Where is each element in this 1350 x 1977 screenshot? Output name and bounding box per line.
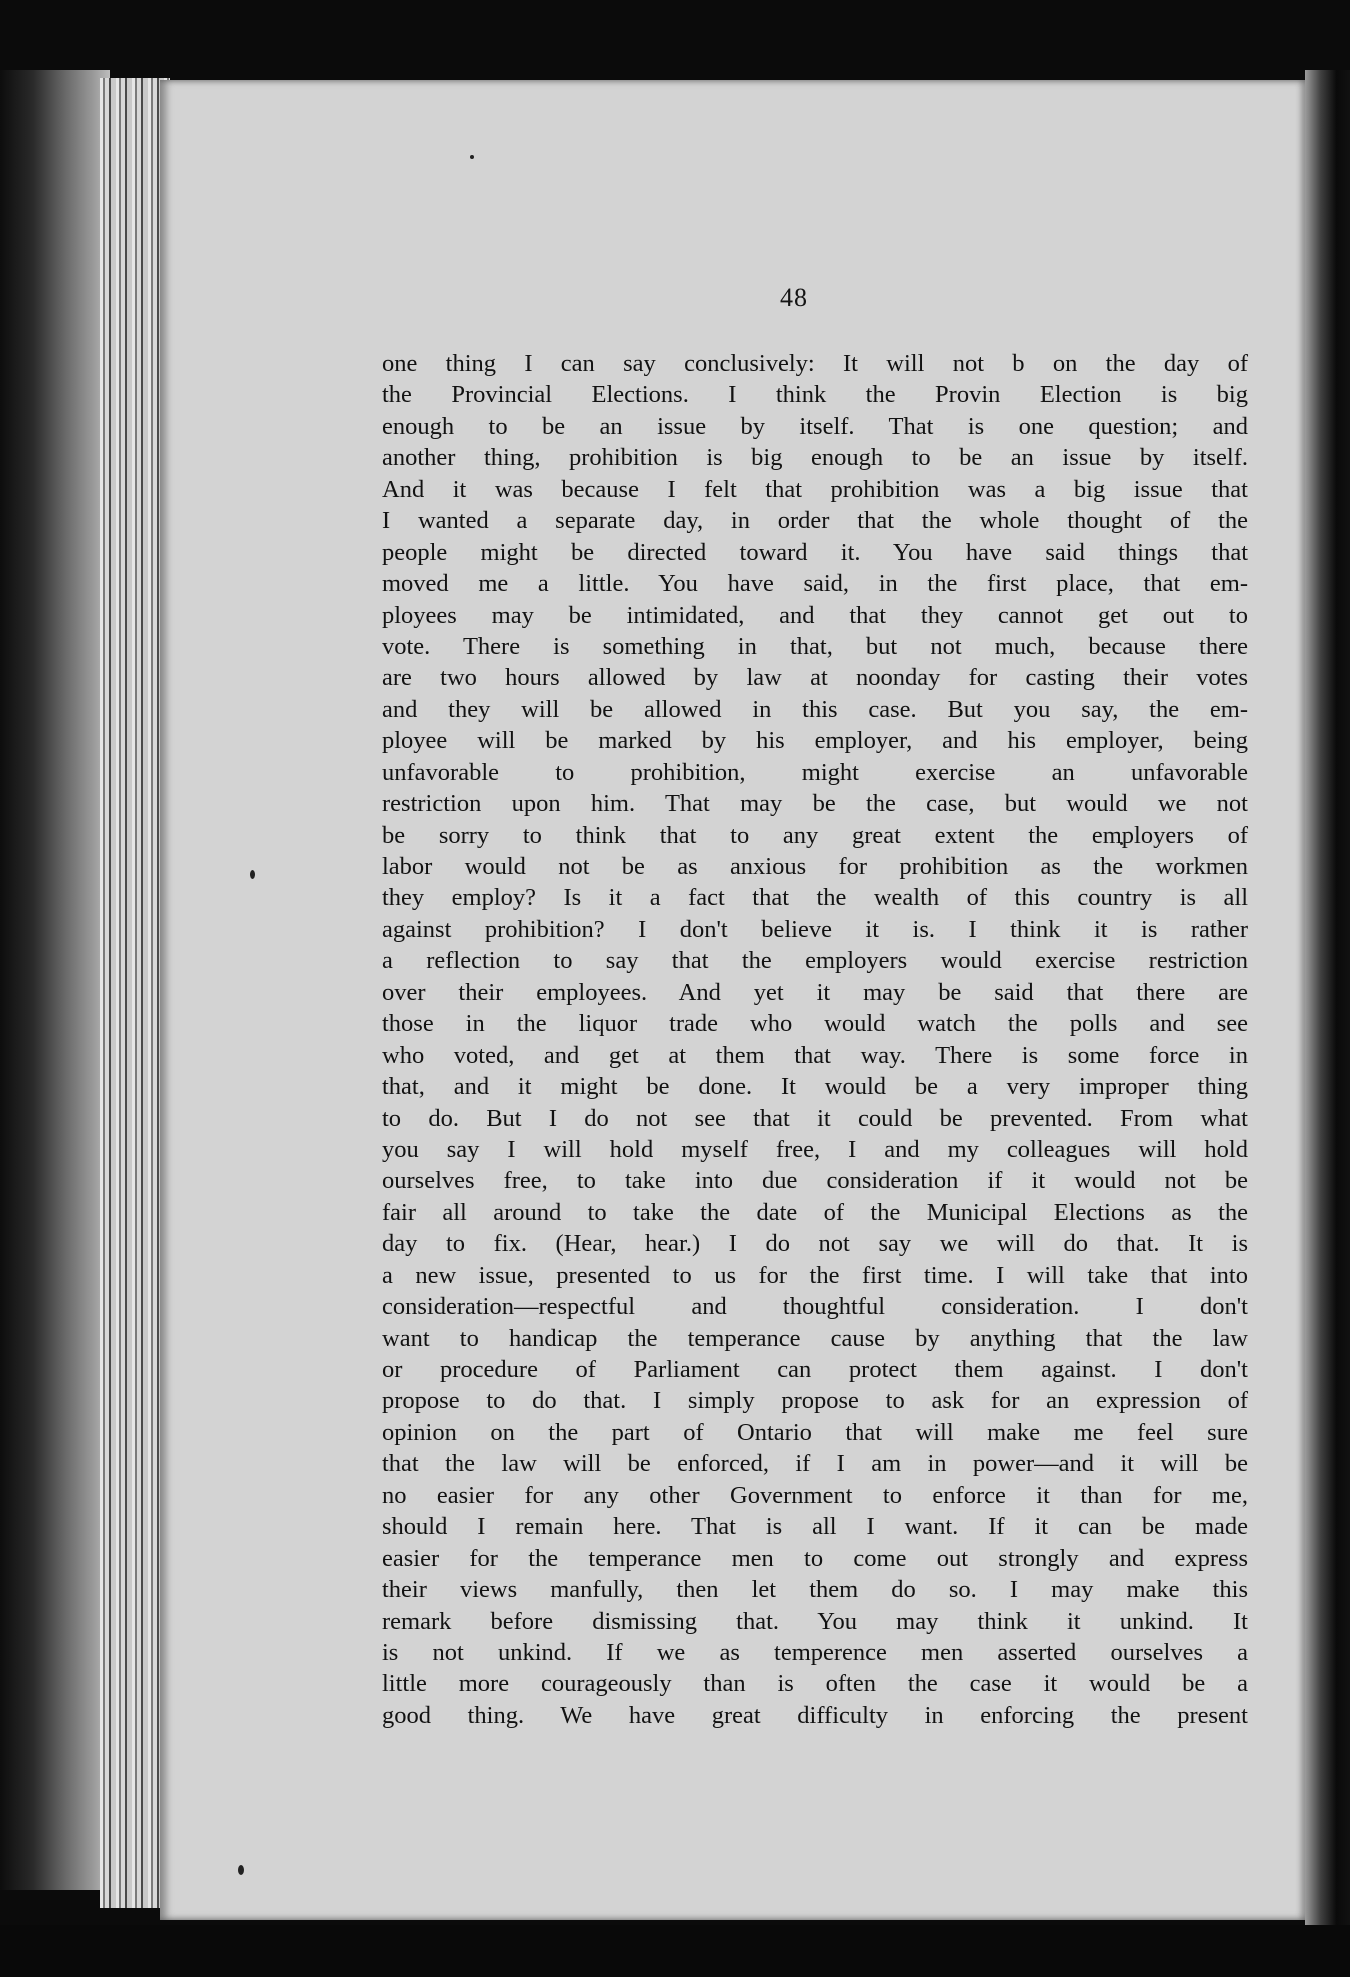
text-line: unfavorable to prohibition, might exercise an unfavorable (382, 758, 1248, 786)
text-line: enough to be an issue by itself. That is one question; and (382, 412, 1248, 440)
text-line: moved me a little. You have said, in the first place, that em- (382, 570, 1248, 598)
text-line: labor would not be as anxious for prohibition as the workmen (382, 853, 1248, 880)
text-line: ployees may be intimidated, and that they cannot get out to (382, 601, 1248, 629)
text-line: ployee will be marked by his employer, and his employer, being (382, 727, 1248, 755)
text-line: should I remain here. That is all I want. If it can be made (382, 1513, 1248, 1541)
text-line: want to handicap the temperance cause by anything that the law (382, 1324, 1248, 1352)
page-speck (238, 1865, 244, 1875)
text-line: day to fix. (Hear, hear.) I do not say we will do that. It is (382, 1230, 1248, 1258)
text-line: easier for the temperance men to come out strongly and express (382, 1544, 1248, 1572)
text-line: fair all around to take the date of the Municipal Elections as the (382, 1198, 1248, 1226)
text-line: propose to do that. I simply propose to ask for an expression of (382, 1387, 1248, 1415)
page-number: 48 (780, 283, 808, 312)
text-line: one thing I can say conclusively: It will not b on the day of (382, 350, 1248, 377)
text-line: little more courageously than is often the case it would be a (382, 1670, 1248, 1698)
text-line: who voted, and get at them that way. There is some force in (382, 1041, 1248, 1069)
text-line: you say I will hold myself free, I and my colleagues will hold (382, 1135, 1248, 1163)
text-line: I wanted a separate day, in order that the whole thought of the (382, 507, 1248, 535)
scan-right-edge (1305, 70, 1350, 1930)
text-line: those in the liquor trade who would watch the polls and see (382, 1010, 1248, 1038)
text-line: remark before dismissing that. You may think it unkind. It (382, 1607, 1248, 1635)
text-line: a new issue, presented to us for the first time. I will take that into (382, 1261, 1248, 1289)
text-line: people might be directed toward it. You have said things that (382, 538, 1248, 566)
text-line: another thing, prohibition is big enough to be an issue by itself. (382, 444, 1248, 472)
text-line: or procedure of Parliament can protect them against. I don't (382, 1356, 1248, 1383)
text-line: good thing. We have great difficulty in enforcing the present (382, 1701, 1248, 1729)
text-line: restriction upon him. That may be the case, but would we not (382, 790, 1248, 818)
page-speck (470, 155, 474, 159)
text-line: a reflection to say that the employers would exercise restriction (382, 947, 1248, 975)
text-line: opinion on the part of Ontario that will make me feel sure (382, 1418, 1248, 1446)
text-line: to do. But I do not see that it could be prevented. From what (382, 1104, 1248, 1132)
text-line: that, and it might be done. It would be a very improper thing (382, 1073, 1248, 1101)
text-line: their views manfully, then let them do so. I may make this (382, 1576, 1248, 1604)
text-line: against prohibition? I don't believe it is. I think it is rather (382, 915, 1248, 943)
text-line: they employ? Is it a fact that the wealth of this country is all (382, 884, 1248, 912)
scan-left-margin (0, 70, 110, 1890)
text-line: is not unkind. If we as temperence men asserted ourselves a (382, 1638, 1248, 1666)
text-line: ourselves free, to take into due consideration if it would not be (382, 1167, 1248, 1195)
text-line: And it was because I felt that prohibition was a big issue that (382, 475, 1248, 503)
text-line: and they will be allowed in this case. But you say, the em- (382, 695, 1248, 723)
text-line: are two hours allowed by law at noonday for casting their votes (382, 664, 1248, 692)
page-speck (250, 870, 255, 879)
text-line: vote. There is something in that, but not much, because there (382, 632, 1248, 660)
text-line: no easier for any other Government to enforce it than for me, (382, 1481, 1248, 1509)
text-line: over their employees. And yet it may be said that there are (382, 978, 1248, 1006)
text-line: the Provincial Elections. I think the Provin Election is big (382, 381, 1248, 409)
scan-bottom-band (0, 1925, 1350, 1977)
text-line: be sorry to think that to any great extent the employers of (382, 821, 1248, 849)
body-text (382, 348, 1248, 1731)
text-line: consideration—respectful and thoughtful consideration. I don't (382, 1293, 1248, 1321)
text-line: that the law will be enforced, if I am in power—and it will be (382, 1450, 1248, 1478)
